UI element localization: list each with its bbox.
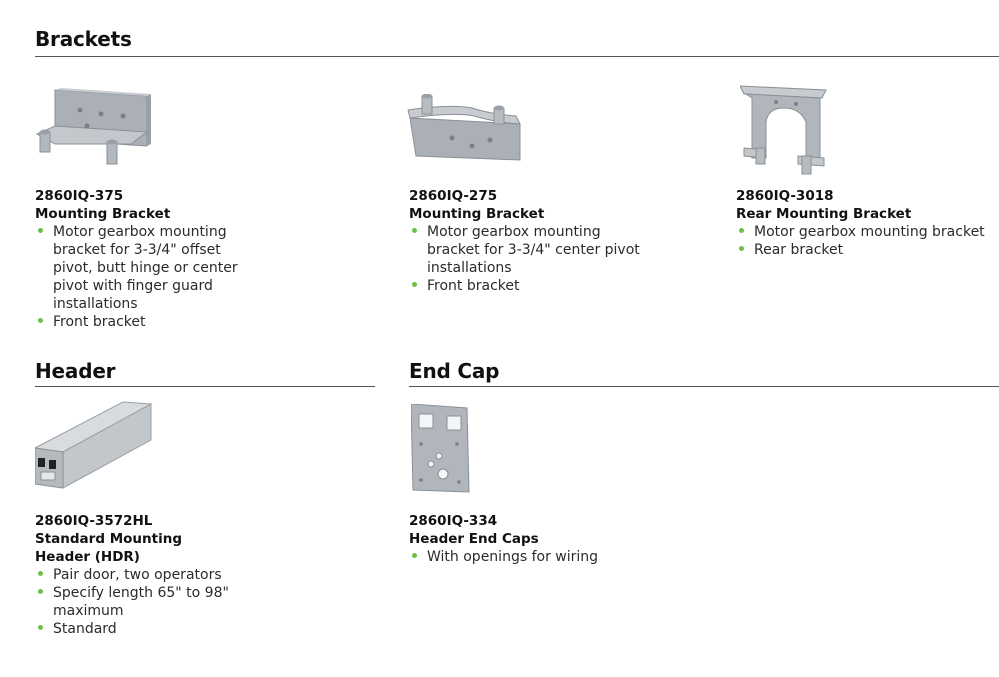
product-name: Standard Mounting Header (HDR): [35, 531, 182, 565]
feature-item: Specify length 65" to 98" maximum: [35, 584, 245, 620]
section-title-brackets: Brackets: [35, 27, 132, 51]
part-number: 2860IQ-3572HL: [35, 513, 153, 529]
feature-list: [35, 223, 253, 331]
rear-mounting-bracket-icon: [740, 82, 832, 178]
feature-item: Front bracket: [35, 313, 253, 331]
section-divider: [35, 386, 375, 387]
feature-item: Motor gearbox mounting bracket: [736, 223, 996, 241]
product-2860iq-334: [409, 404, 709, 584]
section-divider: [409, 386, 999, 387]
part-number: 2860IQ-3018: [736, 188, 834, 204]
product-2860iq-275: [409, 88, 709, 308]
feature-list: [736, 223, 996, 259]
feature-list: [409, 548, 669, 566]
feature-item: Motor gearbox mounting bracket for 3-3/4" offset pivot, butt hinge or center pivot with finger guard installations: [35, 223, 253, 313]
product-name: Rear Mounting Bracket: [736, 206, 912, 222]
product-2860iq-375: [35, 88, 375, 338]
mounting-header-icon: [35, 400, 153, 492]
mounting-bracket-offset-icon: [35, 88, 151, 172]
product-name: Mounting Bracket: [409, 206, 545, 222]
section-title-end-cap: End Cap: [409, 359, 500, 383]
part-number: 2860IQ-375: [35, 188, 124, 204]
feature-item: Rear bracket: [736, 241, 996, 259]
feature-item: Front bracket: [409, 277, 645, 295]
mounting-bracket-center-icon: [404, 94, 526, 164]
product-name: Header End Caps: [409, 531, 539, 547]
part-number: 2860IQ-275: [409, 188, 498, 204]
part-number: 2860IQ-334: [409, 513, 498, 529]
feature-item: Standard: [35, 620, 245, 638]
feature-list: [409, 223, 645, 295]
section-divider: [35, 56, 999, 57]
feature-item: Motor gearbox mounting bracket for 3-3/4" center pivot installations: [409, 223, 645, 277]
product-name: Mounting Bracket: [35, 206, 171, 222]
product-2860iq-3018: [736, 82, 999, 282]
header-end-cap-icon: [411, 404, 471, 494]
feature-item: With openings for wiring: [409, 548, 669, 566]
product-2860iq-3572hl: [35, 400, 375, 660]
feature-list: [35, 566, 245, 638]
feature-item: Pair door, two operators: [35, 566, 245, 584]
section-title-header: Header: [35, 359, 116, 383]
